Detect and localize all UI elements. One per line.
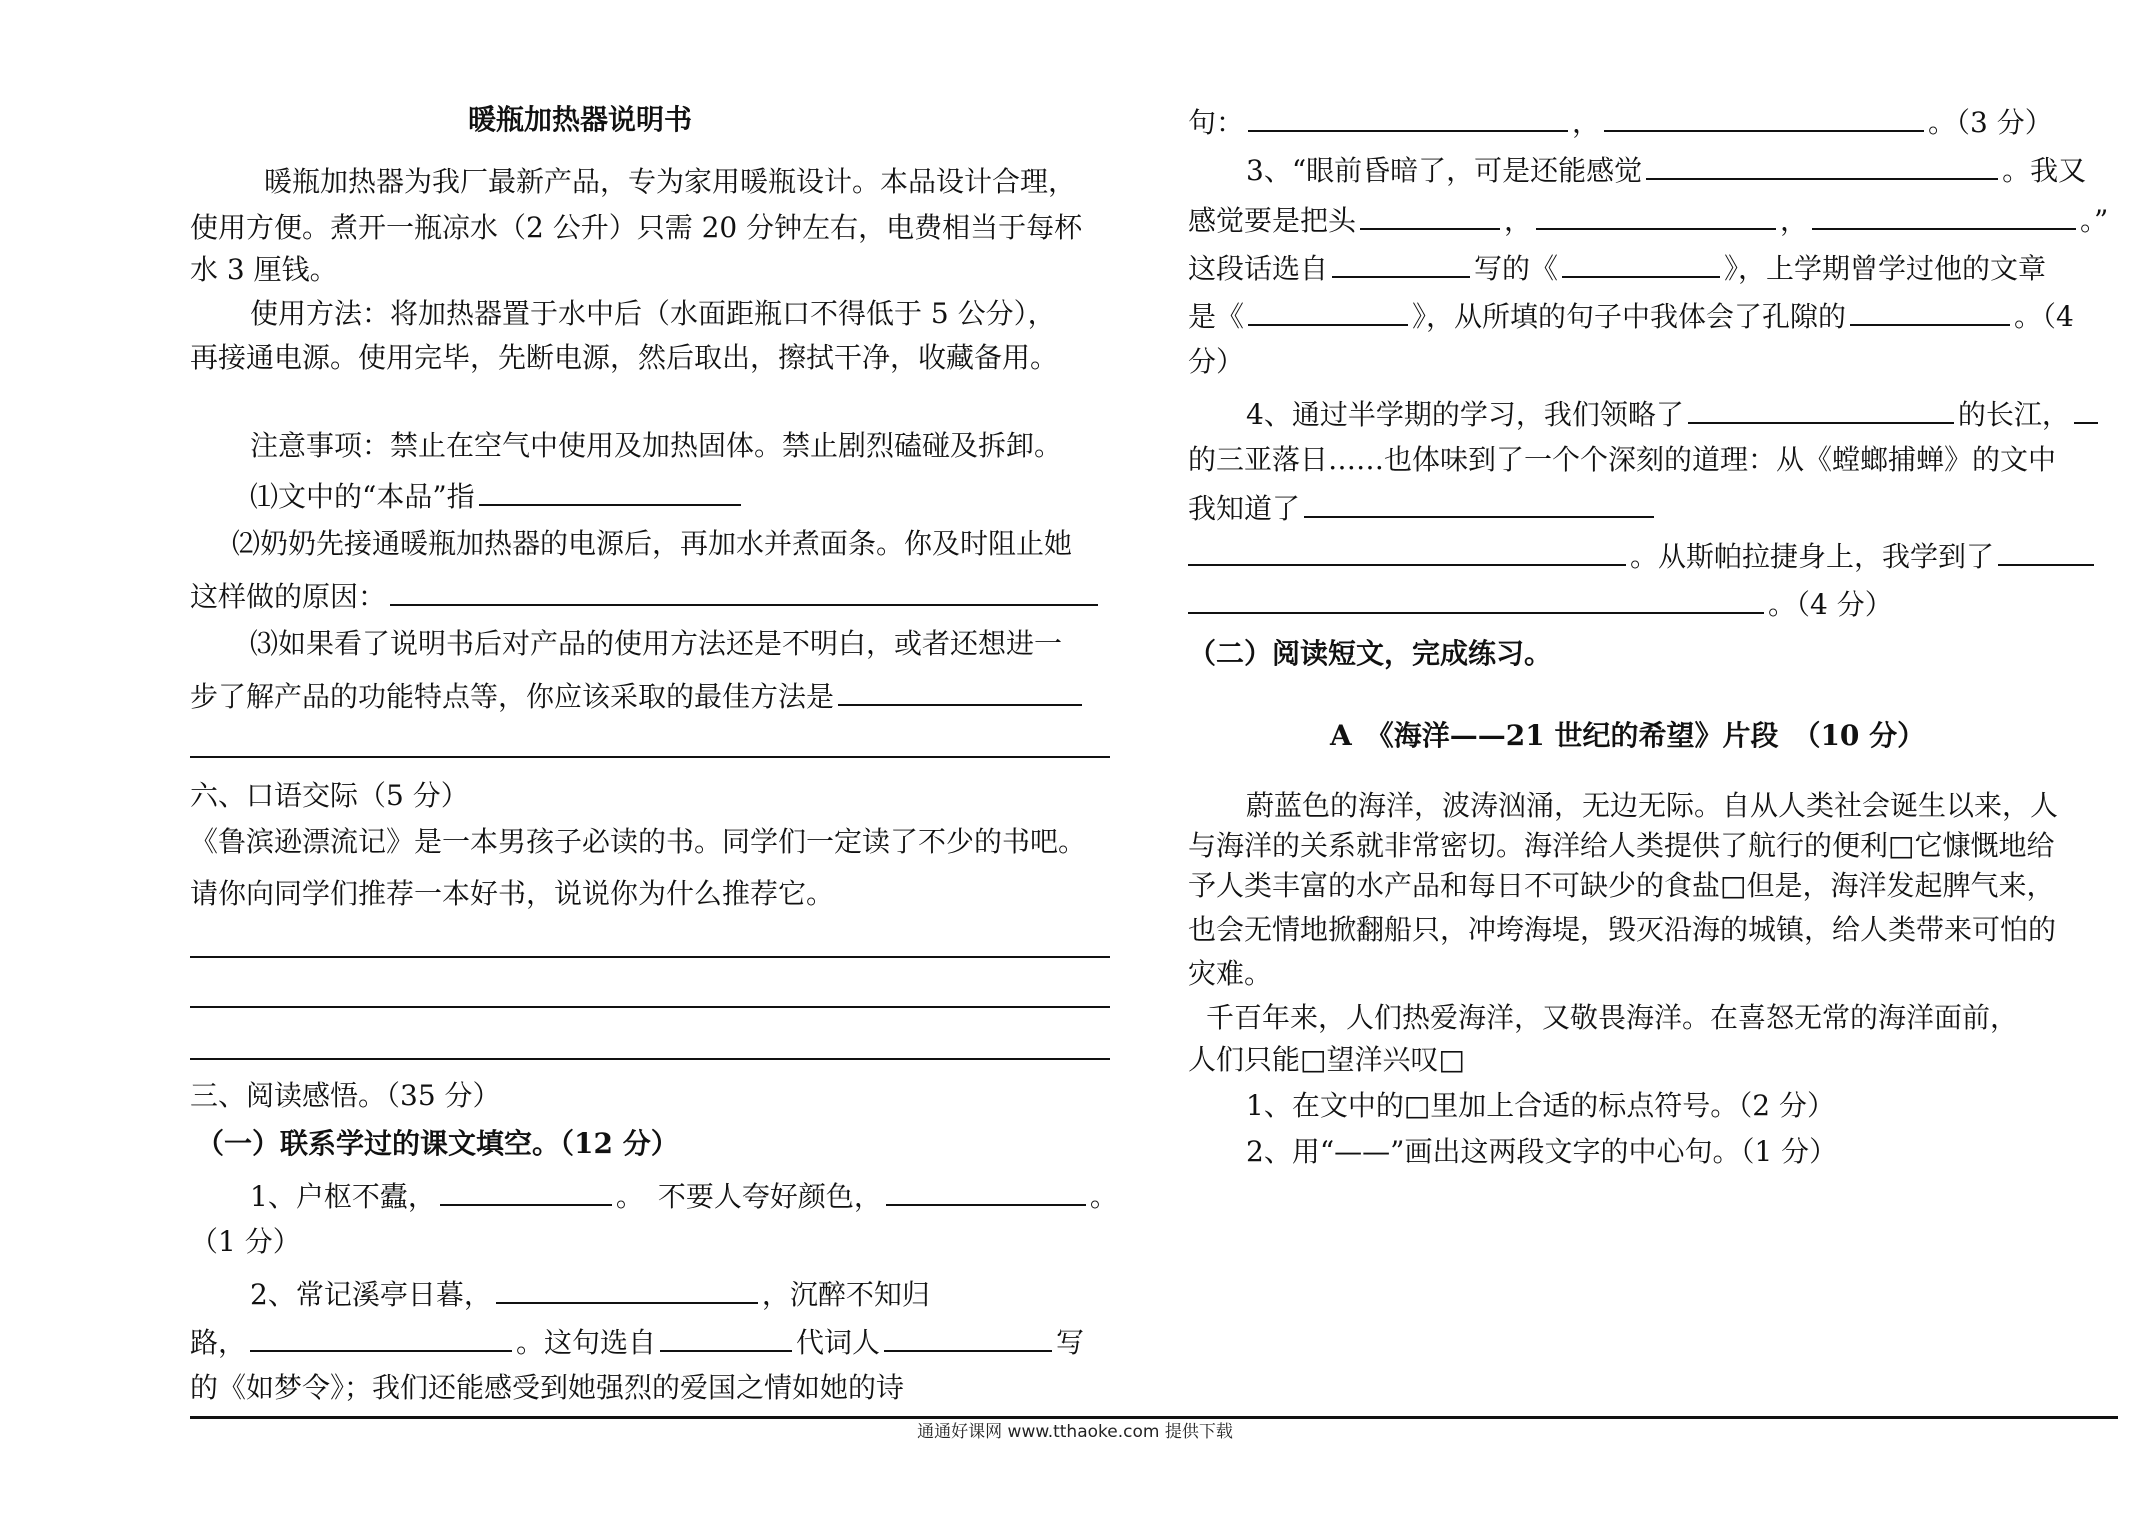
question-3-line-2: 步了解产品的功能特点等，你应该采取的最佳方法是 xyxy=(190,674,1086,717)
part-1-heading: （一）联系学过的课文填空。（12 分） xyxy=(196,1127,679,1160)
section-6-line-1: 《鲁滨逊漂流记》是一本男孩子必读的书。同学们一定读了不少的书吧。 xyxy=(190,825,1087,858)
answer-line[interactable] xyxy=(190,1058,1110,1060)
question-2-line-1: ⑵奶奶先接通暖瓶加热器的电源后，再加水并煮面条。你及时阻止她 xyxy=(232,527,1073,560)
footer-divider xyxy=(190,1416,2118,1419)
q3-line-5: 分） xyxy=(1188,345,1245,378)
answer-blank[interactable] xyxy=(479,474,741,506)
answer-blank[interactable] xyxy=(660,1320,792,1352)
answer-blank[interactable] xyxy=(1360,198,1500,230)
answer-blank[interactable] xyxy=(1812,198,2076,230)
answer-blank[interactable] xyxy=(1646,148,1998,180)
intro-line-1: 暖瓶加热器为我厂最新产品，专为家用暖瓶设计。本品设计合理， xyxy=(264,165,1077,198)
intro-line-2: 使用方便。煮开一瓶凉水（2 公升）只需 20 分钟左右，电费相当于每杯 xyxy=(190,211,1083,244)
fill-2-line-2: 路， 。这句选自 代词人 写 xyxy=(190,1320,1084,1363)
fill-1: 1、户枢不蠹， 。 不要人夸好颜色， 。 xyxy=(250,1174,1118,1217)
q3-line-1: 3、“眼前昏暗了，可是还能感觉 。我又 xyxy=(1246,148,2086,191)
answer-blank[interactable] xyxy=(1188,582,1764,614)
passage-para-1-line-2: 与海洋的关系就非常密切。海洋给人类提供了航行的便利□它慷慨地给 xyxy=(1188,829,2055,862)
answer-blank[interactable] xyxy=(1188,534,1626,566)
footer-text: 通通好课网 www.tthaoke.com 提供下载 xyxy=(917,1422,1233,1442)
answer-line[interactable] xyxy=(190,756,1110,758)
passage-para-1-line-5: 灾难。 xyxy=(1188,957,1273,990)
question-1: ⑴文中的“本品”指 xyxy=(250,474,745,517)
q3-line-3: 这段话选自 写的《 》，上学期曾学过他的文章 xyxy=(1188,246,2046,289)
answer-blank[interactable] xyxy=(1562,246,1720,278)
answer-line[interactable] xyxy=(190,1006,1110,1008)
answer-blank[interactable] xyxy=(2074,392,2098,424)
part-2-heading: （二）阅读短文，完成练习。 xyxy=(1188,637,1553,670)
question-2-line-2: 这样做的原因： xyxy=(190,574,1102,617)
usage-line-2: 再接通电源。使用完毕，先断电源，然后取出，擦拭干净，收藏备用。 xyxy=(190,341,1059,374)
fill-2-line-3: 的《如梦令》；我们还能感受到她强烈的爱国之情如她的诗 xyxy=(190,1371,905,1404)
question-3-line-1: ⑶如果看了说明书后对产品的使用方法还是不明白，或者还想进一 xyxy=(250,627,1063,660)
answer-blank[interactable] xyxy=(440,1174,612,1206)
answer-blank[interactable] xyxy=(1248,100,1568,132)
answer-blank[interactable] xyxy=(1604,100,1924,132)
answer-blank[interactable] xyxy=(496,1272,758,1304)
intro-line-3: 水 3 厘钱。 xyxy=(190,253,338,286)
answer-blank[interactable] xyxy=(886,1174,1086,1206)
answer-blank[interactable] xyxy=(1536,198,1776,230)
q3-line-2: 感觉要是把头 ， ， 。” xyxy=(1188,198,2108,241)
passage-para-2-line-2: 人们只能□望洋兴叹□ xyxy=(1188,1043,1465,1076)
passage-para-1-line-4: 也会无情地掀翻船只，冲垮海堤，毁灭沿海的城镇，给人类带来可怕的 xyxy=(1188,913,2057,946)
exercise-2: 2、用“——”画出这两段文字的中心句。（1 分） xyxy=(1246,1135,1838,1168)
q4-line-1: 4、通过半学期的学习，我们领略了 的长江， xyxy=(1246,392,2102,435)
exercise-1: 1、在文中的□里加上合适的标点符号。（2 分） xyxy=(1246,1089,1835,1122)
answer-blank[interactable] xyxy=(1248,294,1408,326)
fill-1-score: （1 分） xyxy=(190,1225,301,1258)
answer-line[interactable] xyxy=(190,956,1110,958)
usage-line-1: 使用方法：将加热器置于水中后（水面距瓶口不得低于 5 公分）， xyxy=(250,297,1056,330)
q4-line-3: 我知道了 xyxy=(1188,486,1658,529)
section-3-heading: 三、阅读感悟。（35 分） xyxy=(190,1079,501,1112)
answer-blank[interactable] xyxy=(884,1320,1052,1352)
passage-para-2-line-1: 千百年来，人们热爱海洋，又敬畏海洋。在喜怒无常的海洋面前， xyxy=(1206,1001,2019,1034)
answer-blank[interactable] xyxy=(1304,486,1654,518)
section-6-heading: 六、口语交际（5 分） xyxy=(190,779,469,812)
section-6-line-2: 请你向同学们推荐一本好书，说说你为什么推荐它。 xyxy=(190,877,835,910)
answer-blank[interactable] xyxy=(838,674,1082,706)
q4-line-4: 。从斯帕拉捷身上，我学到了 xyxy=(1188,534,2098,577)
answer-blank[interactable] xyxy=(1332,246,1470,278)
notice-line: 注意事项：禁止在空气中使用及加热固体。禁止剧烈磕碰及拆卸。 xyxy=(250,429,1063,462)
passage-para-1-line-1: 蔚蓝色的海洋，波涛汹涌，无边无际。自从人类社会诞生以来，人 xyxy=(1246,789,2059,822)
q3-line-4: 是《 》，从所填的句子中我体会了孔隙的 。（4 xyxy=(1188,294,2074,337)
fill-2-line-1: 2、常记溪亭日暮， ，沉醉不知归 xyxy=(250,1272,930,1315)
answer-blank[interactable] xyxy=(1998,534,2094,566)
answer-blank[interactable] xyxy=(1688,392,1954,424)
passage-para-1-line-3: 予人类丰富的水产品和每日不可缺少的食盐□但是，海洋发起脾气来， xyxy=(1188,869,2055,902)
q4-line-2: 的三亚落日……也体味到了一个个深刻的道理：从《螳螂捕蝉》的文中 xyxy=(1188,443,2057,476)
answer-blank[interactable] xyxy=(390,574,1098,606)
answer-blank[interactable] xyxy=(250,1320,512,1352)
manual-title: 暖瓶加热器说明书 xyxy=(467,103,692,136)
right-fill-line-1: 句： ， 。（3 分） xyxy=(1188,100,2053,143)
answer-blank[interactable] xyxy=(1850,294,2010,326)
q4-line-5: 。（4 分） xyxy=(1188,582,1893,625)
passage-title: A 《海洋——21 世纪的希望》片段 （10 分） xyxy=(1330,719,1926,752)
